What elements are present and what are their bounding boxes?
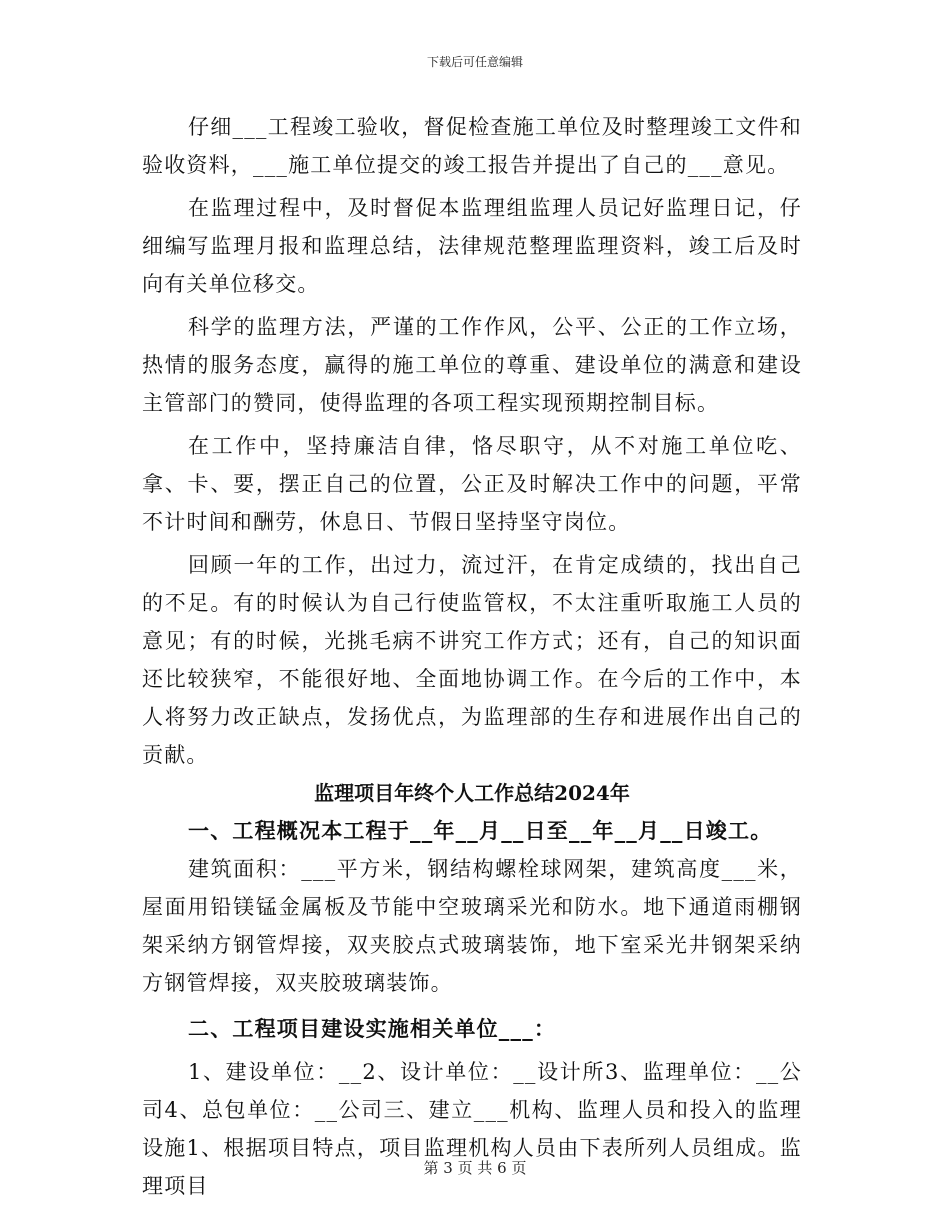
- page-header: 下载后可任意编辑: [426, 55, 523, 69]
- paragraph-building-area: 建筑面积：___平方米，钢结构螺栓球网架，建筑高度___米，屋面用铅镁锰金属板及节能中空玻璃采光和防水。地下通道雨棚钢架采纳方钢管焊接，双夹胶点式玻璃装饰，地下室采光井钢架采纳方钢管焊接，双夹胶玻璃装饰。: [142, 857, 802, 995]
- paragraph-supervision-process: 在监理过程中，及时督促本监理组监理人员记好监理日记，仔细编写监理月报和监理总结，法律规范整理监理资料，竣工后及时向有关单位移交。: [142, 196, 802, 296]
- paragraph-acceptance: 仔细___工程竣工验收，督促检查施工单位及时整理竣工文件和验收资料，___施工单位提交的竣工报告并提出了自己的___意见。: [142, 115, 802, 177]
- section-title: 监理项目年终个人工作总结2024年: [314, 781, 630, 805]
- paragraph-integrity: 在工作中，坚持廉洁自律，恪尽职守，从不对施工单位吃、拿、卡、要，摆正自己的位置，公正及时解决工作中的问题，平常不计时间和酬劳，休息日、节假日坚持坚守岗位。: [142, 434, 802, 534]
- page-footer: 第 3 页 共 6 页: [423, 1159, 527, 1177]
- document-body: [142, 108, 802, 1205]
- heading-project-overview: 一、工程概况本工程于__年__月__日至__年__月__日竣工。: [188, 818, 773, 843]
- heading-related-units: 二、工程项目建设实施相关单位___：: [188, 1016, 557, 1041]
- paragraph-units-list: 1、建设单位：__2、设计单位：__设计所3、监理单位：__公司4、总包单位：__公司三、建立___机构、监理人员和投入的监理设施1、根据项目特点，项目监理机构人员由下表所列人员组成。监理项目: [142, 1060, 802, 1198]
- paragraph-review: 回顾一年的工作，出过力，流过汗，在肯定成绩的，找出自己的不足。有的时候认为自己行使监管权，不太注重听取施工人员的意见；有的时候，光挑毛病不讲究工作方式；还有，自己的知识面还比较狭窄，不能很好地、全面地协调工作。在今后的工作中，本人将努力改正缺点，发扬优点，为监理部的生存和进展作出自己的贡献。: [142, 553, 802, 767]
- paragraph-method: 科学的监理方法，严谨的工作作风，公平、公正的工作立场，热情的服务态度，赢得的施工单位的尊重、建设单位的满意和建设主管部门的赞同，使得监理的各项工程实现预期控制目标。: [142, 315, 802, 415]
